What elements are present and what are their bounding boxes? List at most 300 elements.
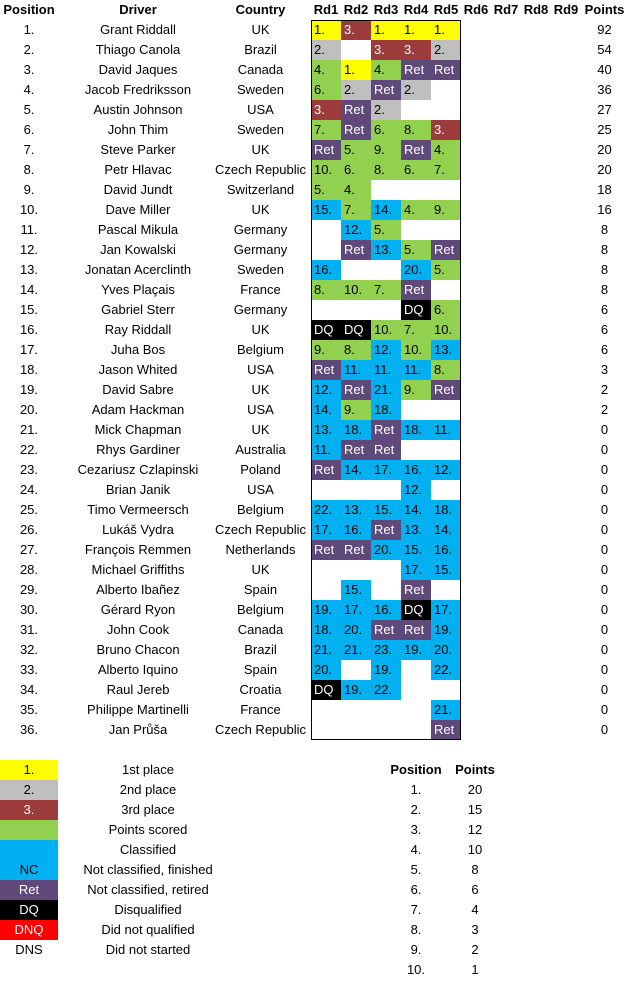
country-cell: UK <box>251 382 270 397</box>
round-result-cell <box>431 280 461 300</box>
driver-cell: David Jundt <box>103 182 173 197</box>
position-cell: 32. <box>19 642 39 657</box>
points-cell: 2 <box>600 382 609 397</box>
round-result-cell: 7. <box>401 320 431 340</box>
round-result-cell: 14. <box>311 400 341 420</box>
points-cell: 0 <box>600 602 609 617</box>
round-result-cell: 13. <box>431 340 461 360</box>
table-row <box>0 160 627 180</box>
round-result-cell: 5. <box>341 140 371 160</box>
points-cell: 0 <box>600 622 609 637</box>
country-cell: Germany <box>233 302 288 317</box>
country-cell: Belgium <box>237 342 284 357</box>
driver-cell: John Cook <box>106 622 170 637</box>
points-cell: 0 <box>600 722 609 737</box>
points-cell: 20 <box>597 162 612 177</box>
table-row <box>0 360 627 380</box>
position-cell: 1. <box>23 22 35 37</box>
round-result-cell: Ret <box>371 520 401 540</box>
round-result-cell <box>311 700 341 720</box>
country-cell: USA <box>247 482 274 497</box>
round-result-cell: 9. <box>431 200 461 220</box>
round-result-cell: 5. <box>371 220 401 240</box>
round-result-cell: Ret <box>401 60 431 80</box>
round-result-cell: 15. <box>431 560 461 580</box>
legend-swatch: DNQ <box>0 920 58 940</box>
table-row <box>0 200 627 220</box>
round-result-cell: 17. <box>431 600 461 620</box>
table-row <box>0 180 627 200</box>
points-system-header-position: Position <box>390 762 442 777</box>
round-result-cell: 14. <box>371 200 401 220</box>
driver-cell: Jan Kowalski <box>100 242 176 257</box>
round-result-cell: 19. <box>431 620 461 640</box>
round-result-cell: 4. <box>371 60 401 80</box>
driver-cell: Austin Johnson <box>93 102 183 117</box>
round-result-cell: 4. <box>341 180 371 200</box>
round-result-cell <box>311 220 341 240</box>
country-cell: Brazil <box>244 42 277 57</box>
table-row <box>0 580 627 600</box>
round-result-cell: 8. <box>341 340 371 360</box>
round-result-cell <box>371 480 401 500</box>
round-result-cell: Ret <box>371 80 401 100</box>
round-result-cell: Ret <box>431 240 461 260</box>
round-result-cell: 15. <box>311 200 341 220</box>
round-result-cell: 11. <box>431 420 461 440</box>
legend-swatch: Ret <box>0 880 58 900</box>
points-cell: 0 <box>600 502 609 517</box>
legend-swatch: DNS <box>15 942 43 957</box>
driver-cell: Michael Griffiths <box>91 562 185 577</box>
round-result-cell: DQ <box>401 300 431 320</box>
table-row <box>0 420 627 440</box>
points-system-position: 10. <box>406 962 426 977</box>
points-cell: 36 <box>597 82 612 97</box>
round-result-cell: Ret <box>371 620 401 640</box>
header-rd3: Rd3 <box>373 2 399 17</box>
round-result-cell: 22. <box>431 660 461 680</box>
table-row <box>0 540 627 560</box>
points-cell: 6 <box>600 342 609 357</box>
driver-cell: Lukáš Vydra <box>102 522 174 537</box>
round-result-cell <box>401 440 431 460</box>
round-result-cell <box>431 100 461 120</box>
round-result-cell <box>341 40 371 60</box>
header-rd5: Rd5 <box>433 2 459 17</box>
round-result-cell <box>341 300 371 320</box>
country-cell: Belgium <box>237 502 284 517</box>
legend-swatch: 3. <box>0 800 58 820</box>
round-result-cell: 3. <box>341 20 371 40</box>
points-cell: 92 <box>597 22 612 37</box>
table-row <box>0 320 627 340</box>
round-result-cell: 6. <box>341 160 371 180</box>
round-result-cell: 19. <box>371 660 401 680</box>
round-result-cell: 22. <box>311 500 341 520</box>
points-cell: 0 <box>600 582 609 597</box>
round-result-cell: 16. <box>401 460 431 480</box>
round-result-cell: 9. <box>401 380 431 400</box>
round-result-cell: 4. <box>311 60 341 80</box>
table-row <box>0 220 627 240</box>
round-result-cell <box>371 720 401 740</box>
round-result-cell: 10. <box>431 320 461 340</box>
country-cell: Sweden <box>237 82 284 97</box>
legend-swatch: 1. <box>0 760 58 780</box>
position-cell: 24. <box>19 482 39 497</box>
driver-cell: David Sabre <box>102 382 174 397</box>
header-points: Points <box>584 2 625 17</box>
round-result-cell: Ret <box>371 440 401 460</box>
table-row <box>0 300 627 320</box>
country-cell: UK <box>251 202 270 217</box>
round-result-cell: 23. <box>371 640 401 660</box>
country-cell: Australia <box>235 442 286 457</box>
round-result-cell: 18. <box>341 420 371 440</box>
country-cell: UK <box>251 22 270 37</box>
header-row <box>0 0 627 20</box>
driver-cell: Rhys Gardiner <box>96 442 180 457</box>
position-cell: 4. <box>23 82 35 97</box>
round-result-cell: 8. <box>431 360 461 380</box>
round-result-cell: Ret <box>401 620 431 640</box>
round-result-cell: 6. <box>431 300 461 320</box>
driver-cell: Mick Chapman <box>94 422 182 437</box>
points-cell: 0 <box>600 442 609 457</box>
points-cell: 0 <box>600 702 609 717</box>
points-system-position: 5. <box>410 862 422 877</box>
round-result-cell: 19. <box>401 640 431 660</box>
points-cell: 40 <box>597 62 612 77</box>
round-result-cell: 9. <box>311 340 341 360</box>
position-cell: 25. <box>19 502 39 517</box>
country-cell: Spain <box>243 662 278 677</box>
round-result-cell <box>341 700 371 720</box>
round-result-cell: 20. <box>431 640 461 660</box>
table-row <box>0 460 627 480</box>
round-result-cell <box>341 720 371 740</box>
round-result-cell: DQ <box>401 600 431 620</box>
legend-label: Did not qualified <box>101 922 195 937</box>
round-result-cell: 12. <box>401 480 431 500</box>
table-row <box>0 260 627 280</box>
round-result-cell <box>401 680 431 700</box>
points-system-points: 1 <box>471 962 479 977</box>
round-result-cell <box>431 180 461 200</box>
round-result-cell: 3. <box>431 120 461 140</box>
points-system-position: 8. <box>410 922 422 937</box>
points-cell: 8 <box>600 282 609 297</box>
round-result-cell: 12. <box>341 220 371 240</box>
round-result-cell <box>371 180 401 200</box>
round-result-cell <box>371 260 401 280</box>
country-cell: Switzerland <box>226 182 295 197</box>
round-result-cell: Ret <box>341 380 371 400</box>
round-result-cell <box>431 480 461 500</box>
round-result-cell <box>431 220 461 240</box>
round-result-cell: 15. <box>401 540 431 560</box>
position-cell: 28. <box>19 562 39 577</box>
round-result-cell: 1. <box>311 20 341 40</box>
position-cell: 21. <box>19 422 39 437</box>
round-result-cell: 13. <box>371 240 401 260</box>
driver-cell: Juha Bos <box>110 342 166 357</box>
position-cell: 13. <box>19 262 39 277</box>
round-result-cell: 8. <box>371 160 401 180</box>
points-cell: 16 <box>597 202 612 217</box>
round-result-cell: 7. <box>341 200 371 220</box>
points-cell: 6 <box>600 322 609 337</box>
position-cell: 34. <box>19 682 39 697</box>
round-result-cell: 18. <box>431 500 461 520</box>
round-result-cell: 19. <box>341 680 371 700</box>
points-system-position: 9. <box>410 942 422 957</box>
position-cell: 6. <box>23 122 35 137</box>
country-cell: France <box>240 282 281 297</box>
country-cell: USA <box>247 362 274 377</box>
country-cell: Czech Republic <box>214 722 307 737</box>
round-result-cell: 14. <box>431 520 461 540</box>
round-result-cell: 6. <box>401 160 431 180</box>
driver-cell: Steve Parker <box>100 142 176 157</box>
table-row <box>0 340 627 360</box>
round-result-cell: 12. <box>371 340 401 360</box>
legend-swatch <box>0 840 58 860</box>
round-result-cell: Ret <box>431 720 461 740</box>
header-rd9: Rd9 <box>553 2 579 17</box>
round-result-cell: 18. <box>401 420 431 440</box>
driver-cell: Grant Riddall <box>100 22 176 37</box>
position-cell: 35. <box>19 702 39 717</box>
position-cell: 12. <box>19 242 39 257</box>
country-cell: Germany <box>233 222 288 237</box>
legend-label: Classified <box>119 842 177 857</box>
points-cell: 0 <box>600 562 609 577</box>
round-result-cell: 7. <box>371 280 401 300</box>
round-result-cell: 2. <box>431 40 461 60</box>
round-result-cell: Ret <box>311 460 341 480</box>
table-row <box>0 20 627 40</box>
position-cell: 17. <box>19 342 39 357</box>
header-rd1: Rd1 <box>313 2 339 17</box>
position-cell: 26. <box>19 522 39 537</box>
position-cell: 10. <box>19 202 39 217</box>
points-cell: 3 <box>600 362 609 377</box>
round-result-cell: 1. <box>401 20 431 40</box>
round-result-cell: DQ <box>311 680 341 700</box>
driver-cell: Gabriel Sterr <box>101 302 175 317</box>
points-cell: 0 <box>600 482 609 497</box>
round-result-cell: DQ <box>311 320 341 340</box>
round-result-cell: Ret <box>371 420 401 440</box>
legend-label: Not classified, finished <box>83 862 213 877</box>
points-cell: 8 <box>600 262 609 277</box>
round-result-cell: 12. <box>311 380 341 400</box>
round-result-cell: 21. <box>371 380 401 400</box>
round-result-cell: 20. <box>371 540 401 560</box>
round-result-cell: 2. <box>311 40 341 60</box>
round-result-cell: 14. <box>401 500 431 520</box>
legend-label: Points scored <box>108 822 188 837</box>
driver-cell: Adam Hackman <box>91 402 185 417</box>
round-result-cell: 11. <box>371 360 401 380</box>
position-cell: 22. <box>19 442 39 457</box>
round-result-cell <box>401 100 431 120</box>
round-result-cell: 12. <box>431 460 461 480</box>
points-cell: 2 <box>600 402 609 417</box>
round-result-cell <box>401 700 431 720</box>
round-result-cell: 6. <box>371 120 401 140</box>
points-system-points: 3 <box>471 922 479 937</box>
driver-cell: Cezariusz Czlapinski <box>77 462 199 477</box>
country-cell: Croatia <box>239 682 282 697</box>
country-cell: Canada <box>237 622 284 637</box>
round-result-cell: 5. <box>431 260 461 280</box>
points-system-points: 15 <box>467 802 483 817</box>
table-row <box>0 80 627 100</box>
points-cell: 0 <box>600 642 609 657</box>
position-cell: 33. <box>19 662 39 677</box>
round-result-cell: 1. <box>371 20 401 40</box>
points-cell: 0 <box>600 462 609 477</box>
country-cell: Netherlands <box>225 542 296 557</box>
round-result-cell: Ret <box>341 540 371 560</box>
points-system-points: 2 <box>471 942 479 957</box>
position-cell: 20. <box>19 402 39 417</box>
country-cell: Spain <box>243 582 278 597</box>
position-cell: 15. <box>19 302 39 317</box>
round-result-cell <box>311 240 341 260</box>
round-result-cell: 1. <box>341 60 371 80</box>
table-row <box>0 520 627 540</box>
country-cell: Canada <box>237 62 284 77</box>
table-row <box>0 480 627 500</box>
round-result-cell: 16. <box>311 260 341 280</box>
header-position: Position <box>3 2 55 17</box>
points-system-points: 6 <box>471 882 479 897</box>
country-cell: UK <box>251 322 270 337</box>
table-row <box>0 380 627 400</box>
position-cell: 16. <box>19 322 39 337</box>
round-result-cell: 18. <box>311 620 341 640</box>
position-cell: 11. <box>20 222 38 237</box>
round-result-cell <box>401 720 431 740</box>
driver-cell: Ray Riddall <box>104 322 172 337</box>
country-cell: Poland <box>240 462 281 477</box>
driver-cell: Philippe Martinelli <box>87 702 189 717</box>
driver-cell: Timo Vermeersch <box>87 502 189 517</box>
round-result-cell: 21. <box>341 640 371 660</box>
legend-swatch: 2. <box>0 780 58 800</box>
table-row <box>0 140 627 160</box>
points-system-position: 6. <box>410 882 422 897</box>
header-driver: Driver <box>119 2 157 17</box>
round-result-cell: 9. <box>371 140 401 160</box>
round-result-cell: 3. <box>371 40 401 60</box>
round-result-cell <box>431 680 461 700</box>
points-cell: 0 <box>600 682 609 697</box>
points-system-points: 4 <box>471 902 479 917</box>
round-result-cell: 15. <box>371 500 401 520</box>
driver-cell: Jan Průša <box>108 722 168 737</box>
points-cell: 20 <box>597 142 612 157</box>
country-cell: UK <box>251 422 270 437</box>
points-system-position: 1. <box>410 782 422 797</box>
round-result-cell <box>431 80 461 100</box>
round-result-cell: 20. <box>341 620 371 640</box>
round-result-cell: 16. <box>341 520 371 540</box>
position-cell: 3. <box>23 62 35 77</box>
points-system-position: 2. <box>410 802 422 817</box>
round-result-cell: 16. <box>371 600 401 620</box>
driver-cell: Brian Janik <box>105 482 171 497</box>
legend-swatch: DQ <box>0 900 58 920</box>
points-system-header-points: Points <box>455 762 495 777</box>
round-result-cell <box>401 400 431 420</box>
round-result-cell: 21. <box>311 640 341 660</box>
country-cell: Germany <box>233 242 288 257</box>
points-system-points: 20 <box>467 782 483 797</box>
table-row <box>0 640 627 660</box>
round-result-cell: 14. <box>341 460 371 480</box>
table-row <box>0 660 627 680</box>
round-result-cell <box>401 660 431 680</box>
round-result-cell: 21. <box>431 700 461 720</box>
table-row <box>0 720 627 740</box>
header-rd7: Rd7 <box>493 2 519 17</box>
round-result-cell: 17. <box>401 560 431 580</box>
header-country: Country <box>235 2 286 17</box>
position-cell: 23. <box>19 462 39 477</box>
driver-cell: Pascal Mikula <box>97 222 179 237</box>
round-result-cell: Ret <box>431 380 461 400</box>
round-result-cell: 1. <box>431 20 461 40</box>
country-cell: UK <box>251 562 270 577</box>
country-cell: Belgium <box>237 602 284 617</box>
position-cell: 5. <box>23 102 35 117</box>
round-result-cell <box>311 720 341 740</box>
round-result-cell <box>311 580 341 600</box>
driver-cell: Yves Plaçais <box>101 282 175 297</box>
position-cell: 9. <box>23 182 35 197</box>
header-rd6: Rd6 <box>463 2 489 17</box>
legend-swatch: NC <box>0 860 58 880</box>
round-result-cell <box>341 260 371 280</box>
table-row <box>0 240 627 260</box>
table-row <box>0 60 627 80</box>
legend-label: 3rd place <box>121 802 175 817</box>
driver-cell: Bruno Chacon <box>96 642 180 657</box>
round-result-cell: Ret <box>341 440 371 460</box>
round-result-cell <box>341 660 371 680</box>
round-result-cell <box>311 300 341 320</box>
points-cell: 0 <box>600 662 609 677</box>
round-result-cell: Ret <box>401 580 431 600</box>
table-row <box>0 440 627 460</box>
position-cell: 36. <box>19 722 39 737</box>
position-cell: 8. <box>23 162 35 177</box>
legend-label: 2nd place <box>119 782 177 797</box>
position-cell: 2. <box>23 42 35 57</box>
round-result-cell: 2. <box>401 80 431 100</box>
round-result-cell: Ret <box>311 360 341 380</box>
round-result-cell: Ret <box>401 140 431 160</box>
points-cell: 0 <box>600 522 609 537</box>
table-row <box>0 40 627 60</box>
round-result-cell: Ret <box>311 540 341 560</box>
round-result-cell <box>431 400 461 420</box>
